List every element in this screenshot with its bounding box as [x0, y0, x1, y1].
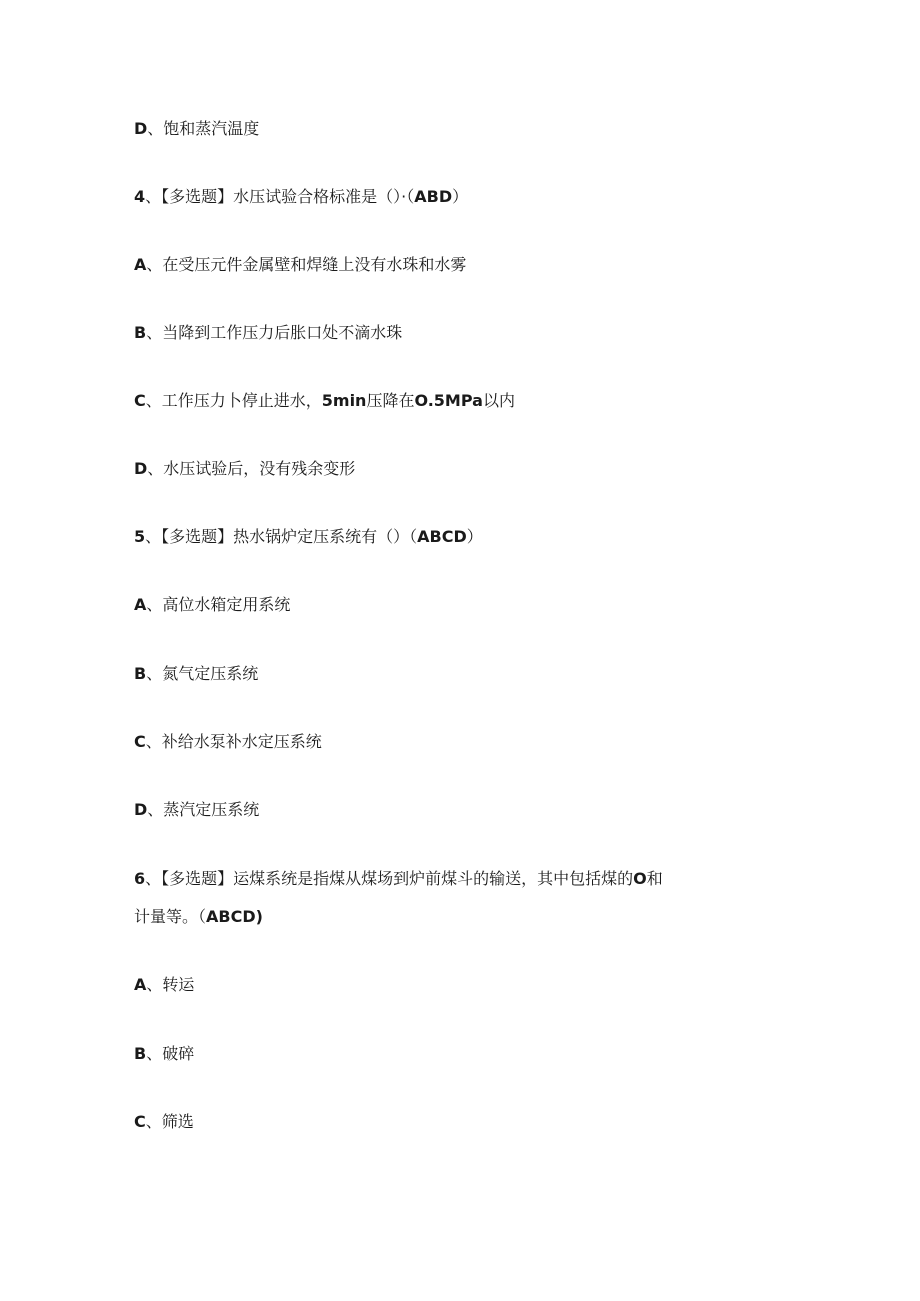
text-segment: 、【多选题】热水锅炉定压系统有（）（	[145, 527, 418, 546]
bold-text: D	[134, 119, 148, 138]
text-line	[134, 391, 515, 411]
text-segment: 、氮气定压系统	[146, 664, 259, 683]
bold-text: C	[134, 1112, 146, 1131]
text-line	[134, 975, 194, 995]
text-segment: 、工作压力卜停止进水，	[145, 391, 322, 410]
text-segment: 、在受压元件金属壁和焊缝上没有水珠和水雾	[146, 255, 467, 274]
text-line	[134, 800, 259, 820]
text-segment: 、当降到工作压力后胀口处不滴水珠	[146, 323, 403, 342]
text-segment: 、【多选题】水压试验合格标准是（）·（	[145, 187, 415, 206]
bold-text: O.5MPa	[414, 391, 483, 410]
text-segment: 、破碎	[146, 1044, 195, 1063]
bold-text: D	[134, 800, 148, 819]
text-line	[134, 255, 466, 275]
text-segment: 、饱和蒸汽温度	[147, 119, 260, 138]
text-segment: 、【多选题】运煤系统是指煤从煤场到炉前煤斗的输送，其中包括煤的	[145, 869, 634, 888]
text-line	[134, 732, 322, 752]
bold-text: A	[134, 255, 147, 274]
bold-text: D	[134, 459, 148, 478]
bold-text: B	[134, 1044, 147, 1063]
text-line	[134, 869, 663, 889]
bold-text: B	[134, 664, 147, 683]
bold-text: 6	[134, 869, 146, 888]
text-segment: 、补给水泵补水定压系统	[145, 732, 322, 751]
text-line	[134, 907, 263, 927]
text-segment: ）	[452, 187, 469, 206]
text-segment: 、蒸汽定压系统	[147, 800, 260, 819]
text-segment: 和	[646, 869, 663, 888]
bold-text: ABD	[414, 187, 453, 206]
text-segment: 以内	[482, 391, 515, 410]
text-segment: 计量等。（	[134, 907, 207, 926]
text-segment: ）	[466, 527, 483, 546]
text-line	[134, 1044, 194, 1064]
bold-text: 5min	[321, 391, 367, 410]
bold-text: C	[134, 732, 146, 751]
text-segment: 、水压试验后，没有残余变形	[147, 459, 356, 478]
text-segment: 、筛选	[145, 1112, 194, 1131]
bold-text: ABCD)	[206, 907, 263, 926]
bold-text: O	[633, 869, 647, 888]
text-line	[134, 595, 290, 615]
text-line	[134, 323, 402, 343]
text-segment: 压降在	[366, 391, 415, 410]
bold-text: A	[134, 595, 147, 614]
text-line	[134, 187, 468, 207]
text-line	[134, 664, 258, 684]
bold-text: ABCD	[417, 527, 467, 546]
text-line	[134, 1112, 194, 1132]
bold-text: C	[134, 391, 146, 410]
text-line	[134, 459, 355, 479]
bold-text: 4	[134, 187, 146, 206]
bold-text: 5	[134, 527, 146, 546]
text-segment: 、转运	[146, 975, 195, 994]
bold-text: B	[134, 323, 147, 342]
text-segment: 、高位水箱定用系统	[146, 595, 291, 614]
bold-text: A	[134, 975, 147, 994]
text-line	[134, 119, 259, 139]
text-line	[134, 527, 483, 547]
